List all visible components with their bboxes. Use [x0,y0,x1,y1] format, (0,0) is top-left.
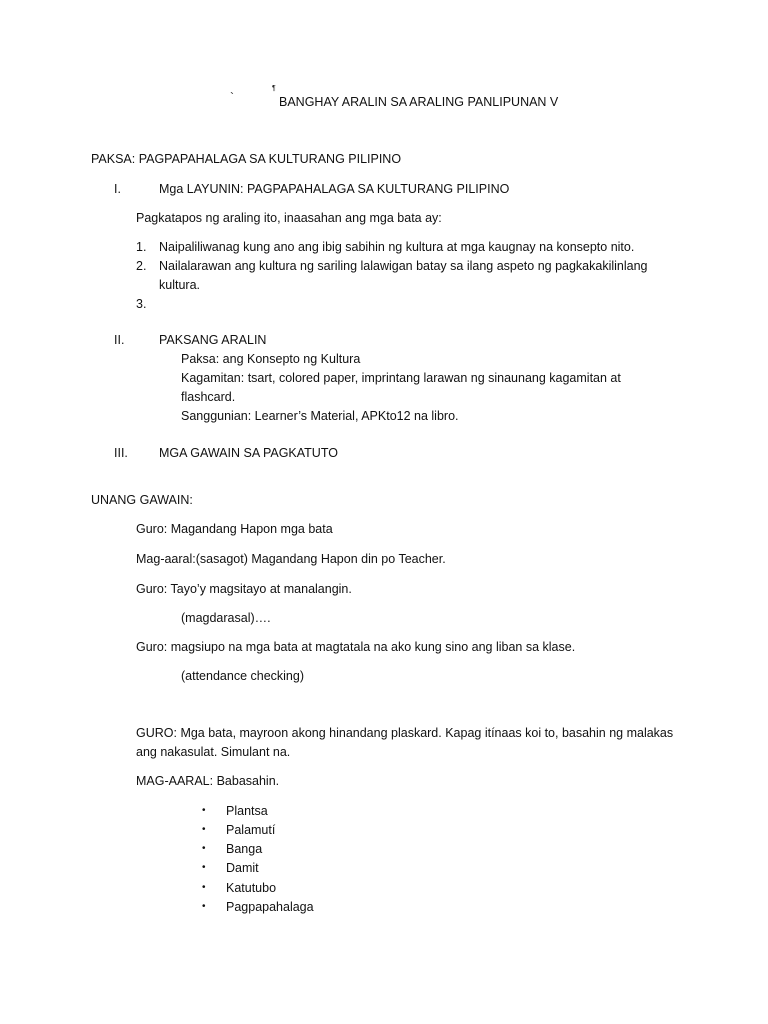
section-2-heading: PAKSANG ARALIN [159,333,267,347]
bullet-marker: • [202,882,206,893]
paragraph-mark: ¶ [272,85,276,92]
objective-text: Nailalarawan ang kultura ng sariling lalawigan batay sa ilang aspeto ng pagkakakilinlang [159,259,648,273]
bullet-item: Katutubo [226,881,277,895]
bullet-item: Palamutí [226,823,276,837]
dialogue-line: Guro: Tayo’y magsitayo at manalangin. [136,582,352,596]
guro-paragraph-continued: ang nakasulat. Simulant na. [136,745,291,759]
unang-gawain-heading: UNANG GAWAIN: [91,493,193,507]
bullet-marker: • [202,805,206,816]
section-1-numeral: I. [114,182,121,196]
section-3-numeral: III. [114,446,128,460]
bullet-marker: • [202,862,206,873]
bullet-marker: • [202,901,206,912]
objective-text-continued: kultura. [159,278,200,292]
bullet-marker: • [202,843,206,854]
paksa-line: Paksa: ang Konsepto ng Kultura [181,352,361,366]
bullet-item: Banga [226,842,263,856]
dialogue-line: Mag-aaral:(sasagot) Magandang Hapon din po Teacher. [136,552,446,566]
kagamitan-line-continued: flashcard. [181,390,236,404]
bullet-marker: • [202,824,206,835]
section-1-intro: Pagkatapos ng araling ito, inaasahan ang mga bata ay: [136,211,442,225]
guro-paragraph: GURO: Mga bata, mayroon akong hinandang plaskard. Kapag itínaas koi to, basahin ng malakas [136,726,674,740]
paksa-heading: PAKSA: PAGPAPAHALAGA SA KULTURANG PILIPINO [91,152,402,166]
objective-text: Naipaliliwanag kung ano ang ibig sabihin ng kultura at mga kaugnay na konsepto nito. [159,240,635,254]
objective-number: 3. [136,297,147,311]
bullet-item: Damit [226,861,259,875]
mag-aaral-line: MAG-AARAL: Babasahin. [136,774,280,788]
bullet-item: Plantsa [226,804,268,818]
objective-number: 1. [136,240,147,254]
dialogue-line: Guro: magsiupo na mga bata at magtatala na ako kung sino ang liban sa klase. [136,640,576,654]
dialogue-line: Guro: Magandang Hapon mga bata [136,522,333,536]
stray-tick-mark: ` [230,90,234,104]
stage-direction: (attendance checking) [181,669,304,683]
sanggunian-line: Sanggunian: Learner’s Material, APKto12 na libro. [181,409,459,423]
section-3-heading: MGA GAWAIN SA PAGKATUTO [159,446,338,460]
document-title: BANGHAY ARALIN SA ARALING PANLIPUNAN V [279,95,559,109]
section-1-heading: Mga LAYUNIN: PAGPAPAHALAGA SA KULTURANG PILIPINO [159,182,510,196]
bullet-item: Pagpapahalaga [226,900,314,914]
stage-direction: (magdarasal)…. [181,611,271,625]
objective-number: 2. [136,259,147,273]
section-2-numeral: II. [114,333,125,347]
kagamitan-line: Kagamitan: tsart, colored paper, imprintang larawan ng sinaunang kagamitan at [181,371,621,385]
